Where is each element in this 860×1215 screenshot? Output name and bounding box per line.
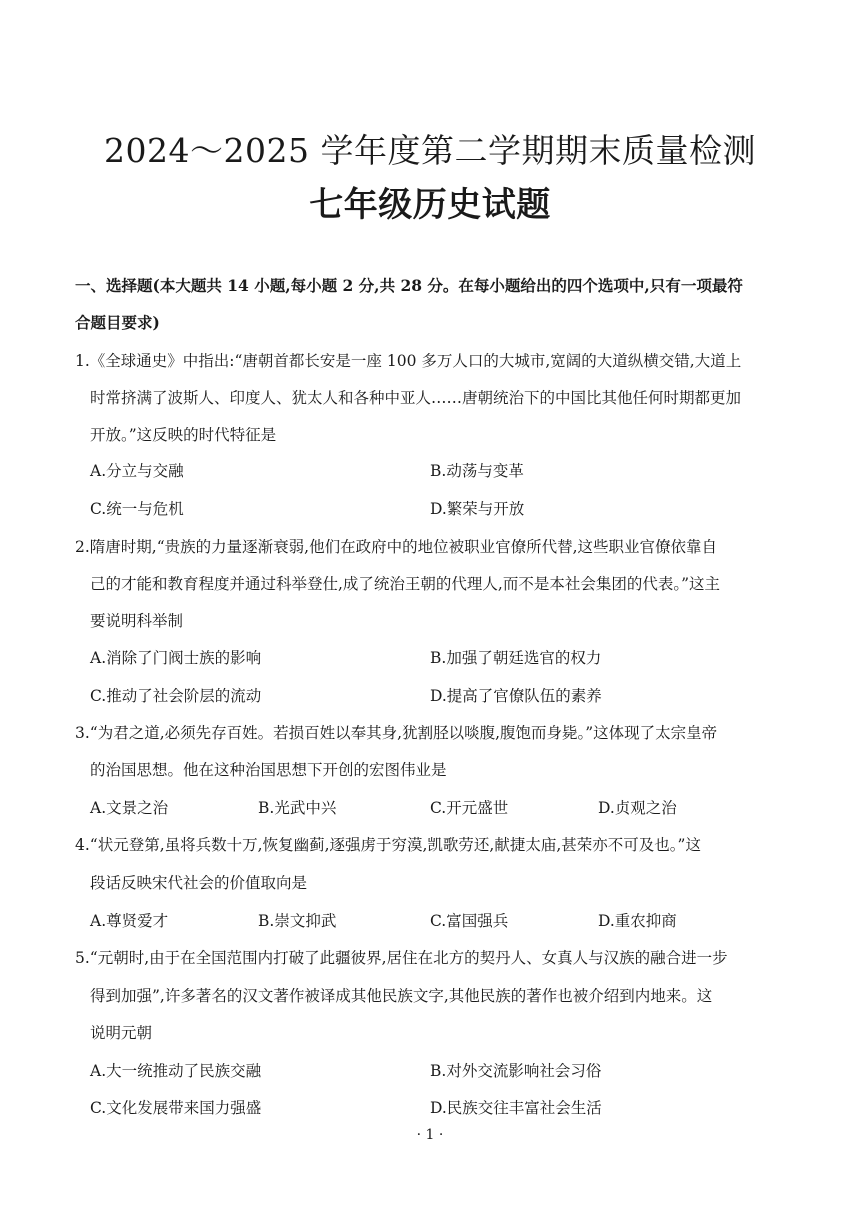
q4-stem-line1: 4.“状元登第,虽将兵数十万,恢复幽蓟,逐强虏于穷漠,凯歌劳还,献捷太庙,甚荣亦不可及也。”这 bbox=[75, 836, 701, 854]
q5-stem-line3: 说明元朝 bbox=[90, 1024, 153, 1042]
q4-option-c: C.富国强兵 bbox=[430, 912, 509, 930]
q2-option-b: B.加强了朝廷选官的权力 bbox=[430, 649, 602, 667]
q3-option-d: D.贞观之治 bbox=[598, 799, 677, 817]
q3-stem-line2: 的治国思想。他在这种治国思想下开创的宏图伟业是 bbox=[90, 761, 447, 779]
q2-stem-line2: 己的才能和教育程度并通过科举登仕,成了统治王朝的代理人,而不是本社会集团的代表。”这主 bbox=[90, 575, 721, 593]
q1-option-b: B.动荡与变革 bbox=[430, 462, 524, 480]
page-number: · 1 · bbox=[416, 1127, 444, 1143]
q5-stem-line1: 5.“元朝时,由于在全国范围内打破了此疆彼界,居住在北方的契丹人、女真人与汉族的融合进一步 bbox=[75, 949, 728, 967]
q5-option-b: B.对外交流影响社会习俗 bbox=[430, 1062, 602, 1080]
q3-option-b: B.光武中兴 bbox=[258, 799, 337, 817]
q1-option-a: A.分立与交融 bbox=[90, 462, 184, 480]
q4-stem-line2: 段话反映宋代社会的价值取向是 bbox=[90, 874, 308, 892]
q2-stem-line1: 2.隋唐时期,“贵族的力量逐渐衰弱,他们在政府中的地位被职业官僚所代替,这些职业官僚依靠自 bbox=[75, 538, 717, 556]
q2-stem-line3: 要说明科举制 bbox=[90, 612, 184, 630]
q4-option-d: D.重农抑商 bbox=[598, 912, 677, 930]
section-heading-line1: 一、选择题(本大题共 14 小题,每小题 2 分,共 28 分。在每小题给出的四个选项中,只有一项最符 bbox=[75, 276, 743, 295]
q1-stem-line1: 1.《全球通史》中指出:“唐朝首都长安是一座 100 多万人口的大城市,宽阔的大道纵横交错,大道上 bbox=[75, 352, 742, 370]
q4-option-a: A.尊贤爱才 bbox=[90, 912, 169, 930]
exam-subtitle: 七年级历史试题 bbox=[309, 185, 551, 225]
q2-option-d: D.提高了官僚队伍的素养 bbox=[430, 687, 602, 705]
q1-option-c: C.统一与危机 bbox=[90, 500, 184, 518]
section-heading-line2: 合题目要求) bbox=[75, 313, 160, 332]
q4-option-b: B.崇文抑武 bbox=[258, 912, 337, 930]
exam-title: 2024～2025 学年度第二学期期末质量检测 bbox=[104, 131, 756, 170]
q1-option-d: D.繁荣与开放 bbox=[430, 500, 525, 518]
q3-stem-line1: 3.“为君之道,必须先存百姓。若损百姓以奉其身,犹割胫以啖腹,腹饱而身毙。”这体现了太宗皇帝 bbox=[75, 724, 718, 742]
q5-option-d: D.民族交往丰富社会生活 bbox=[430, 1099, 602, 1117]
q1-stem-line2: 时常挤满了波斯人、印度人、犹太人和各种中亚人……唐朝统治下的中国比其他任何时期都更加 bbox=[90, 389, 742, 407]
q2-option-c: C.推动了社会阶层的流动 bbox=[90, 687, 262, 705]
q2-option-a: A.消除了门阀士族的影响 bbox=[90, 649, 262, 667]
q3-option-a: A.文景之治 bbox=[90, 799, 169, 817]
q1-stem-line3: 开放。”这反映的时代特征是 bbox=[90, 426, 277, 444]
q3-option-c: C.开元盛世 bbox=[430, 799, 509, 817]
q5-stem-line2: 得到加强”,许多著名的汉文著作被译成其他民族文字,其他民族的著作也被介绍到内地来。这 bbox=[90, 987, 713, 1005]
q5-option-c: C.文化发展带来国力强盛 bbox=[90, 1099, 262, 1117]
q5-option-a: A.大一统推动了民族交融 bbox=[90, 1062, 262, 1080]
